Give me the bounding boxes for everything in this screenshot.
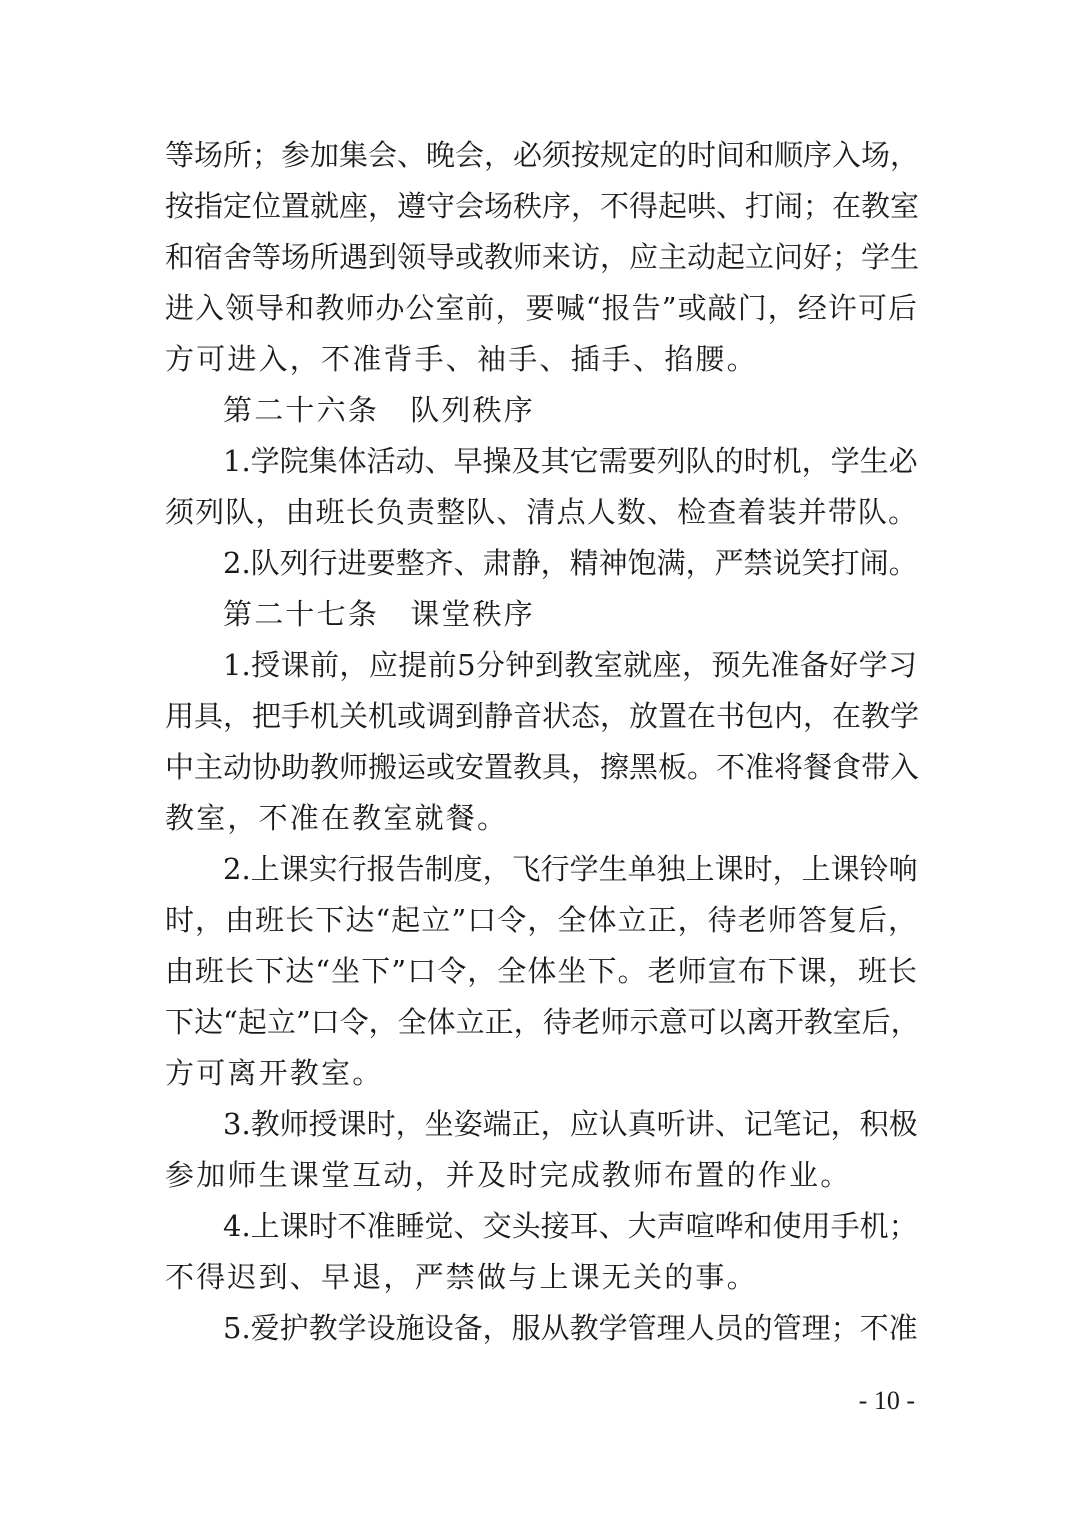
text-line: 方可进入，不准背手、袖手、插手、掐腰。 <box>165 342 758 376</box>
text-line: 用具，把手机关机或调到静音状态，放置在书包内，在教学 <box>165 699 920 733</box>
text-line: 由班长下达“坐下”口令，全体坐下。老师宣布下课，班长 <box>165 954 917 988</box>
text-line: 须列队，由班长负责整队、清点人数、检查着装并带队。 <box>165 495 917 529</box>
page-number: - 10 - <box>858 1386 915 1415</box>
text-line: 下达“起立”口令，全体立正，待老师示意可以离开教室后， <box>165 1005 920 1039</box>
text-line: 进入领导和教师办公室前，要喊“报告”或敲门，经许可后 <box>165 291 917 325</box>
text-line: 方可离开教室。 <box>165 1056 384 1090</box>
article-heading: 第二十七条 课堂秩序 <box>223 597 536 631</box>
text-line: 中主动协助教师搬运或安置教具，擦黑板。不准将餐食带入 <box>165 750 920 784</box>
text-line: 等场所；参加集会、晚会，必须按规定的时间和顺序入场， <box>165 138 920 172</box>
text-line: 1.学院集体活动、早操及其它需要列队的时机，学生必 <box>223 444 918 478</box>
article-heading: 第二十六条 队列秩序 <box>223 393 536 427</box>
text-line: 3.教师授课时，坐姿端正，应认真听讲、记笔记，积极 <box>223 1107 918 1141</box>
text-line: 和宿舍等场所遇到领导或教师来访，应主动起立问好；学生 <box>165 240 920 274</box>
text-line: 参加师生课堂互动，并及时完成教师布置的作业。 <box>165 1158 852 1192</box>
text-line: 1.授课前，应提前5分钟到教室就座，预先准备好学习 <box>223 648 917 682</box>
text-line: 2.上课实行报告制度，飞行学生单独上课时，上课铃响 <box>223 852 918 886</box>
text-line: 按指定位置就座，遵守会场秩序，不得起哄、打闹；在教室 <box>165 189 920 223</box>
text-line: 时，由班长下达“起立”口令，全体立正，待老师答复后， <box>165 903 917 937</box>
text-line: 4.上课时不准睡觉、交头接耳、大声喧哗和使用手机； <box>223 1209 918 1243</box>
text-line: 教室，不准在教室就餐。 <box>165 801 509 835</box>
body-text <box>165 130 920 1354</box>
text-line: 不得迟到、早退，严禁做与上课无关的事。 <box>165 1260 758 1294</box>
text-line: 2.队列行进要整齐、肃静，精神饱满，严禁说笑打闹。 <box>223 546 918 580</box>
text-line: 5.爱护教学设施设备，服从教学管理人员的管理；不准 <box>223 1311 918 1345</box>
